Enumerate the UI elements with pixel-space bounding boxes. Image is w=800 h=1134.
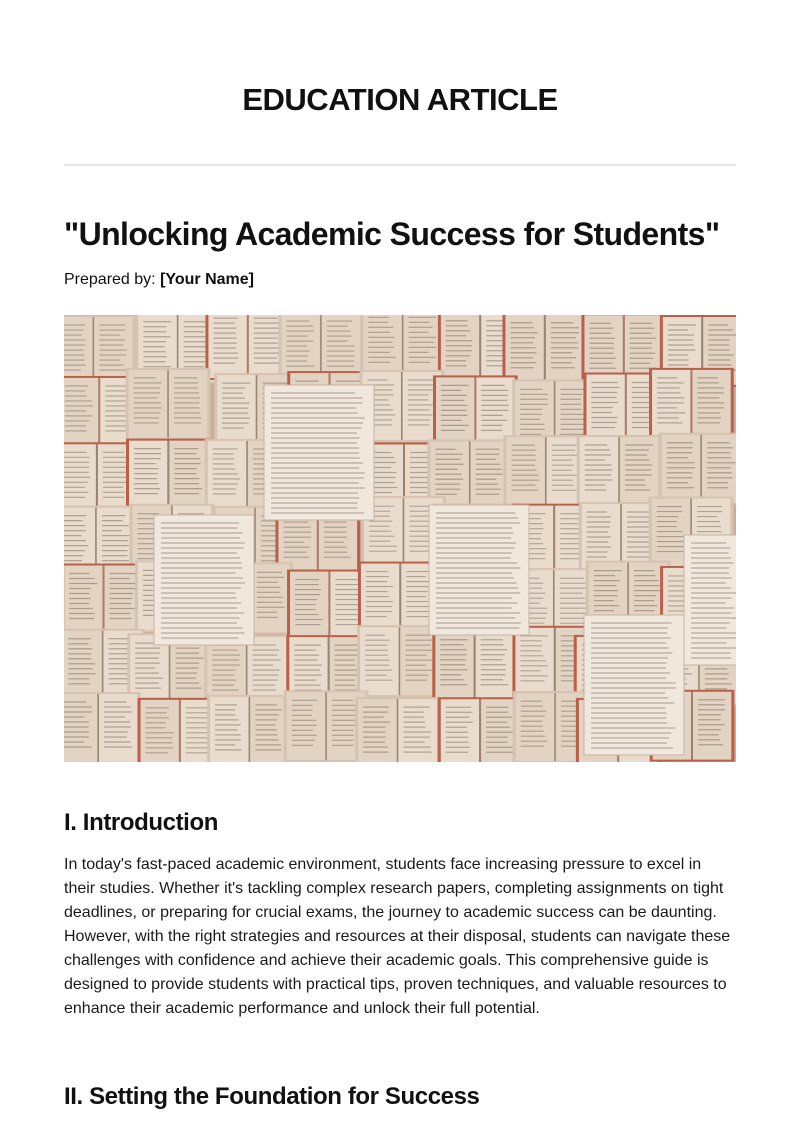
loose-page [154, 515, 254, 645]
header-divider [64, 164, 736, 166]
book-page [205, 315, 290, 380]
book-page [355, 697, 440, 762]
section-heading-introduction: I. Introduction [64, 809, 218, 836]
book-page [659, 433, 736, 505]
section-heading-foundation: II. Setting the Foundation for Success [64, 1083, 480, 1110]
loose-page [684, 535, 736, 665]
prepared-by-label: Prepared by: [64, 271, 156, 288]
article-title: "Unlocking Academic Success for Students" [64, 216, 720, 252]
book-page [64, 692, 140, 762]
book-page [360, 315, 445, 379]
loose-page [429, 505, 529, 635]
book-page [207, 695, 292, 762]
book-page [126, 368, 211, 440]
prepared-by-line [64, 268, 254, 292]
prepared-by-name: [Your Name] [160, 271, 254, 288]
book-page [502, 315, 587, 385]
introduction-paragraph: In today's fast-paced academic environment, students face increasing pressure to excel in their studies. Whether it's tackling complex research papers, completing assignments on tight deadlines, or preparing for crucial exams, the journey to academic success can be daunting. However, with the right strategies and resources at their disposal, students can navigate these challenges with confidence and achieve their academic goals. This comprehensive guide is designed to provide students with practical tips, proven techniques, and valuable resources to enhance their academic performance and unlock their full potential. [64, 856, 731, 1017]
book-page [503, 435, 588, 507]
book-page [649, 368, 734, 440]
book-page [357, 625, 442, 697]
hero-image-illustration [64, 315, 736, 762]
document-header-title: EDUCATION ARTICLE [242, 82, 558, 117]
book-page [438, 697, 523, 762]
loose-page [584, 615, 684, 755]
book-page [432, 630, 517, 702]
open-books-wall-photo [64, 315, 736, 762]
book-page [126, 439, 211, 511]
book-page [64, 564, 146, 636]
book-page [577, 435, 662, 507]
